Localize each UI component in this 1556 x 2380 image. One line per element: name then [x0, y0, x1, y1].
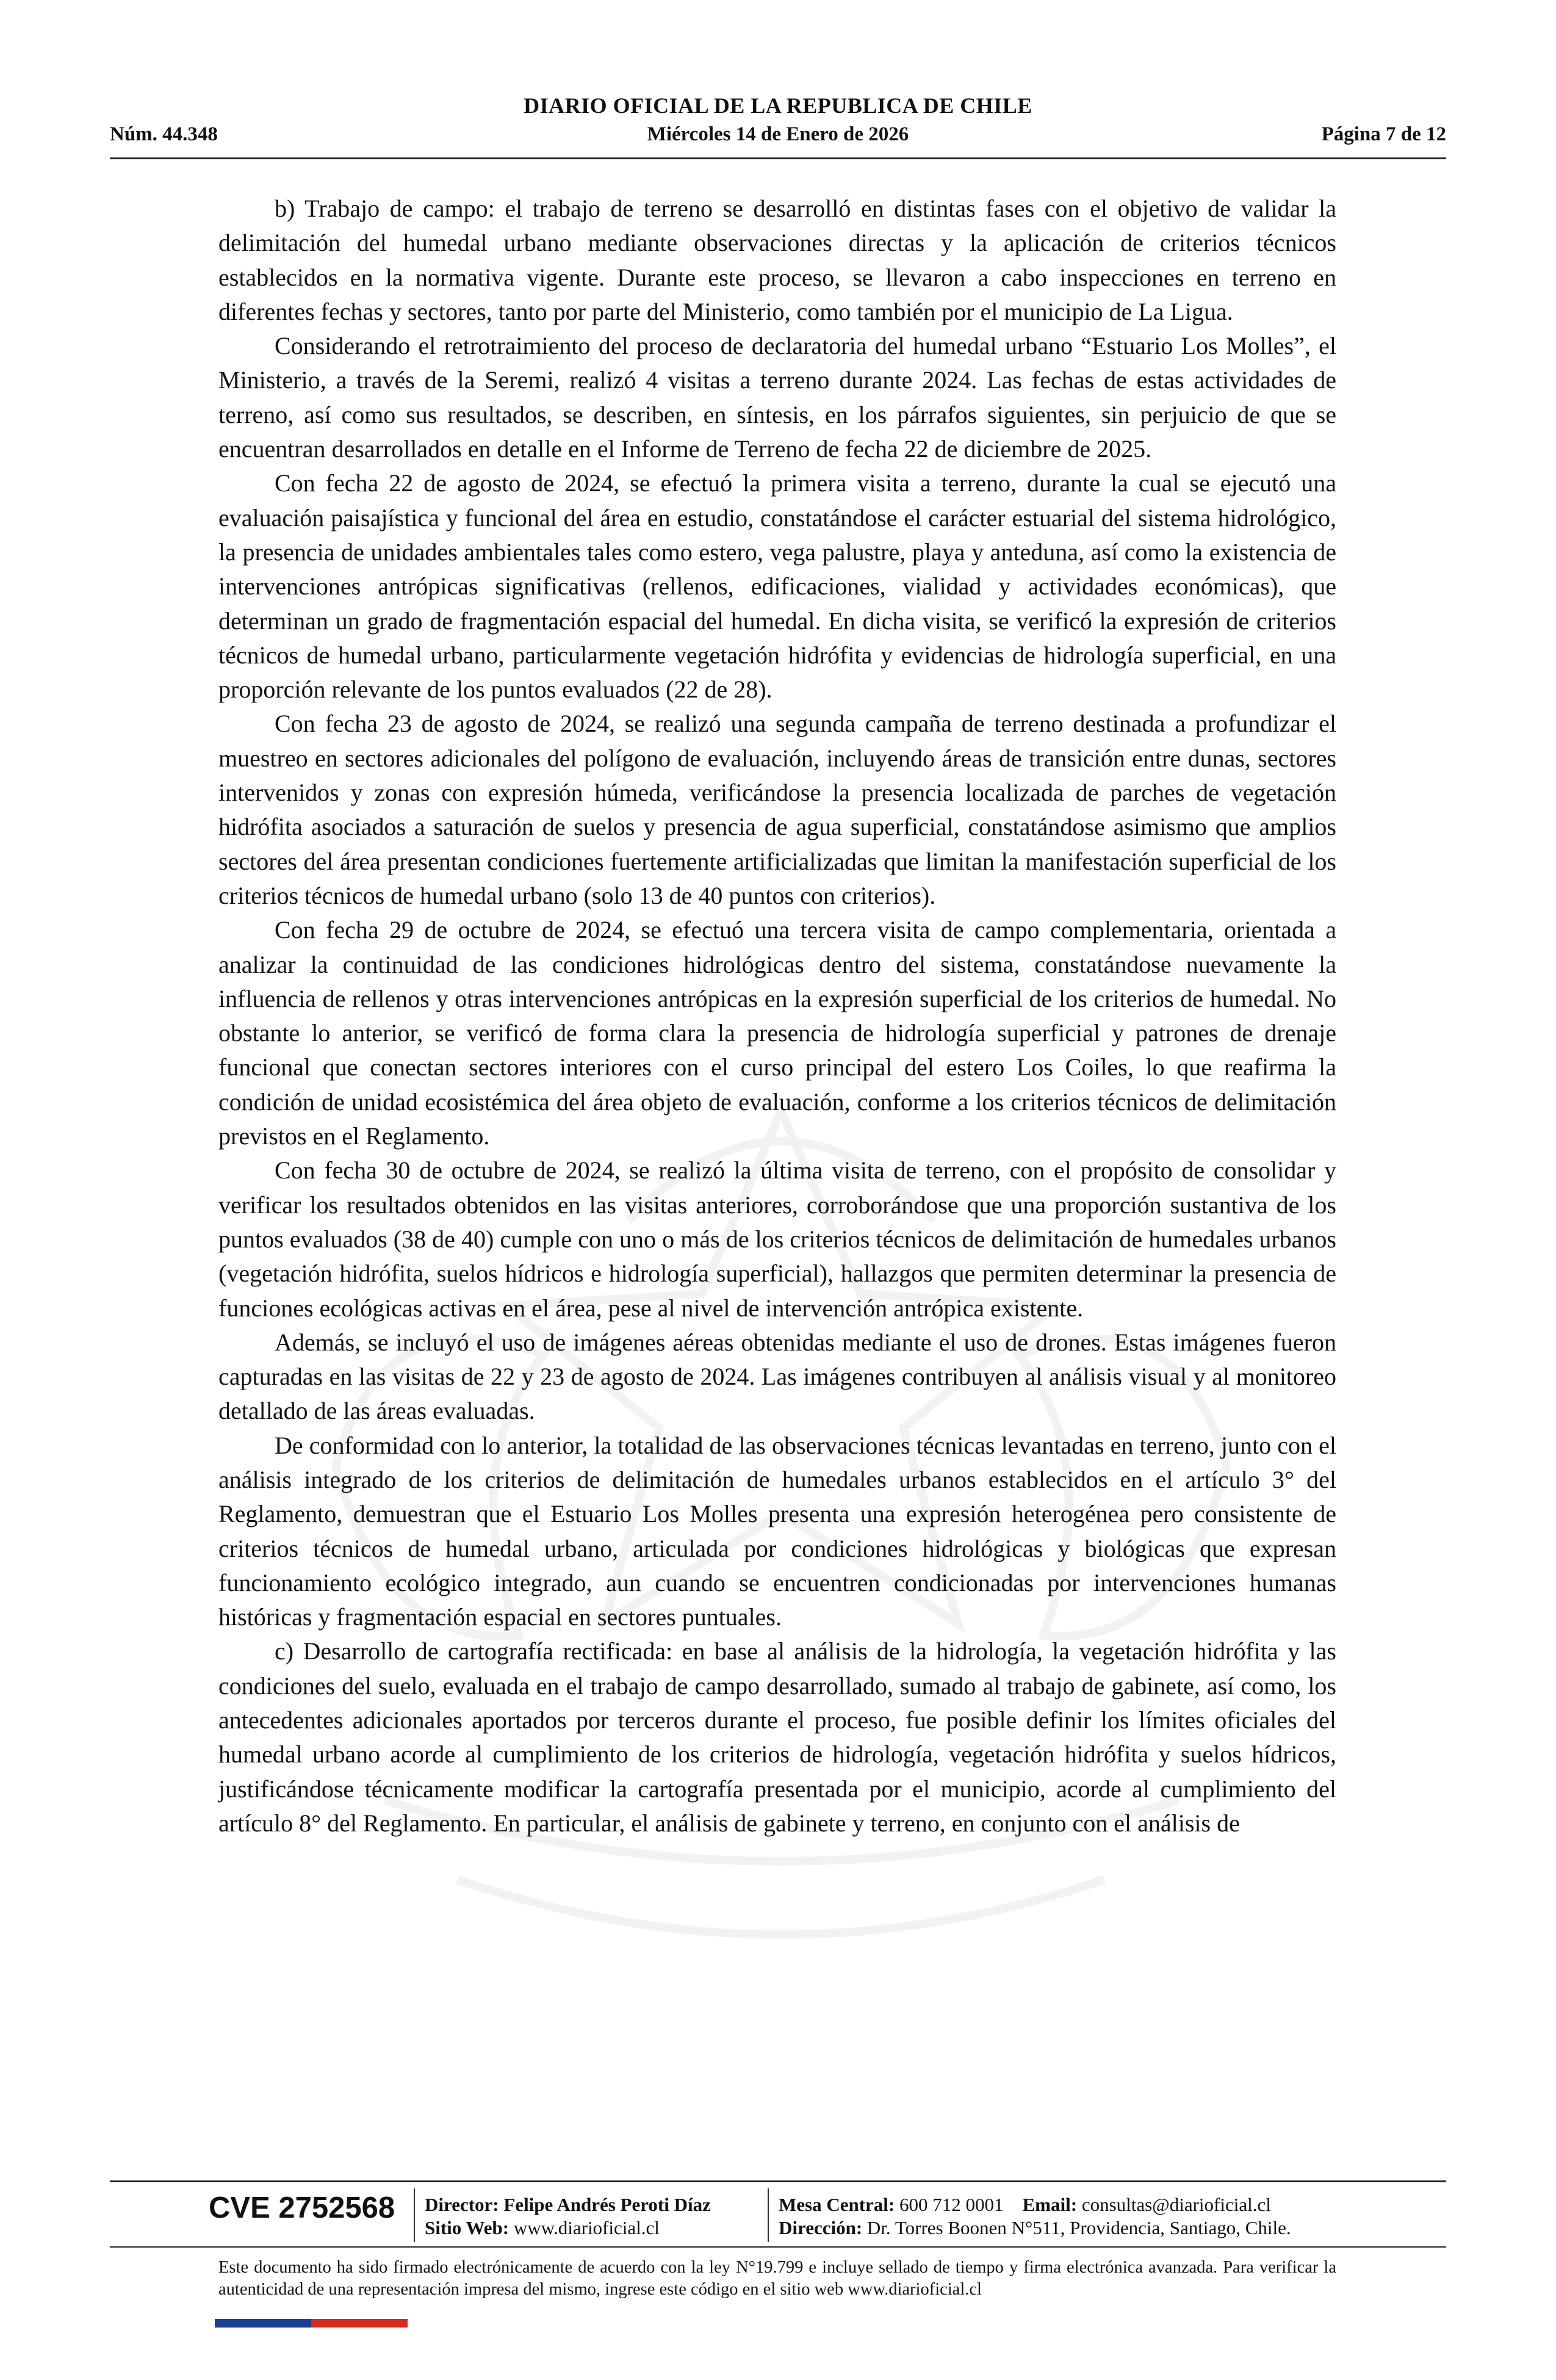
- paragraph: c) Desarrollo de cartografía rectificada: en base al análisis de la hidrología, la vegetación hidrófita y las condiciones del suelo, evaluada en el trabajo de campo desarrollado, sumado al trabajo de gabinete, así como, los antecedentes adicionales aportados por terceros durante el proceso, fue posible definir los límites oficiales del humedal urbano acorde al cumplimiento de los criterios de hidrología, vegetación hidrófita y suelos hídricos, justificándose técnicamente modificar la cartografía presentada por el municipio, acorde al cumplimiento del artículo 8° del Reglamento. En particular, el análisis de gabinete y terreno, en conjunto con el análisis de: [218, 1637, 1336, 1837]
- email-link[interactable]: consultas@diarioficial.cl: [1081, 2194, 1271, 2215]
- address-text: Dr. Torres Boonen N°511, Providencia, Santiago, Chile.: [866, 2217, 1291, 2238]
- email-label: Email:: [1022, 2194, 1078, 2215]
- issue-number: Núm. 44.348: [110, 123, 218, 145]
- director-name: Felipe Andrés Peroti Díaz: [503, 2194, 711, 2215]
- phone-label: Mesa Central:: [779, 2194, 895, 2215]
- publication-title: DIARIO OFICIAL DE LA REPUBLICA DE CHILE: [524, 93, 1032, 118]
- footer-separator: [414, 2188, 415, 2242]
- footer-contact-block: [779, 2193, 1291, 2240]
- flag-stripe-blue: [215, 2319, 311, 2328]
- paragraph: Con fecha 29 de octubre de 2024, se efectuó una tercera visita de campo complementaria, orientada a analizar la continuidad de las condiciones hidrológicas dentro del sistema, constatándose nuevamente la influencia de rellenos y otras intervenciones antrópicas en la expresión superficial de los criterios de humedal. No obstante lo anterior, se verificó de forma clara la presencia de hidrología superficial y patrones de drenaje funcional que conectan sectores interiores con el curso principal del estero Los Coiles, lo que reafirma la condición de unidad ecosistémica del área objeto de evaluación, conforme a los criterios técnicos de delimitación previstos en el Reglamento.: [218, 916, 1336, 1150]
- website-link[interactable]: www.diarioficial.cl: [513, 2217, 660, 2238]
- legal-notice: Este documento ha sido firmado electrónicamente de acuerdo con la ley N°19.799 e incluye sellado de tiempo y firma electrónica avanzada. Para verificar la autenticidad de una representación impresa del mismo, ingrese este código en el sitio web www.diarioficial.cl: [218, 2258, 1336, 2299]
- address-label: Dirección:: [779, 2217, 863, 2238]
- paragraph: Considerando el retrotraimiento del proceso de declaratoria del humedal urbano “Estuario Los Molles”, el Ministerio, a través de la Seremi, realizó 4 visitas a terreno durante 2024. Las fechas de estas actividades de terreno, así como sus resultados, se describen, en síntesis, en los párrafos siguientes, sin perjuicio de que se encuentran desarrollados en detalle en el Informe de Terreno de fecha 22 de diciembre de 2025.: [218, 332, 1336, 463]
- page-indicator: Página 7 de 12: [1321, 123, 1446, 145]
- paragraph: Además, se incluyó el uso de imágenes aéreas obtenidas mediante el uso de drones. Estas imágenes fueron capturadas en las visitas de 22 y 23 de agosto de 2024. Las imágenes contribuyen al análisis visual y al monitoreo detallado de las áreas evaluadas.: [218, 1328, 1336, 1425]
- paragraph: Con fecha 30 de octubre de 2024, se realizó la última visita de terreno, con el propósito de consolidar y verificar los resultados obtenidos en las visitas anteriores, corroborándose que una proporción sustantiva de los puntos evaluados (38 de 40) cumple con uno o más de los criterios técnicos de delimitación de humedales urbanos (vegetación hidrófita, suelos hídricos e hidrología superficial), hallazgos que permiten determinar la presencia de funciones ecológicas activas en el área, pese al nivel de intervención antrópica existente.: [218, 1156, 1336, 1322]
- flag-stripe-red: [311, 2319, 408, 2328]
- footer-director-block: [425, 2193, 711, 2240]
- document-body: [218, 192, 1336, 1841]
- paragraph: Con fecha 23 de agosto de 2024, se realizó una segunda campaña de terreno destinada a profundizar el muestreo en sectores adicionales del polígono de evaluación, incluyendo áreas de transición entre dunas, sectores intervenidos y zonas con expresión húmeda, verificándose la presencia localizada de parches de vegetación hidrófita asociados a saturación de suelos y presencia de agua superficial, constatándose asimismo que amplios sectores del área presentan condiciones fuertemente artificializadas que limitan la manifestación superficial de los criterios técnicos de humedal urbano (solo 13 de 40 puntos con criterios).: [218, 710, 1336, 909]
- chile-flag-stripe: [215, 2319, 408, 2328]
- cve-code: CVE 2752568: [209, 2191, 395, 2224]
- director-label: Director:: [425, 2194, 499, 2215]
- phone-number: 600 712 0001: [899, 2194, 1004, 2215]
- website-label: Sitio Web:: [425, 2217, 510, 2238]
- footer-divider-top: [110, 2180, 1446, 2182]
- paragraph: Con fecha 22 de agosto de 2024, se efectuó la primera visita a terreno, durante la cual se ejecutó una evaluación paisajística y funcional del área en estudio, constatándose el carácter estuarial del sistema hidrológico, la presencia de unidades ambientales tales como estero, vega palustre, playa y anteduna, así como la existencia de intervenciones antrópicas significativas (rellenos, edificaciones, vialidad y actividades económicas), que determinan un grado de fragmentación espacial del humedal. En dicha visita, se verificó la expresión de criterios técnicos de humedal urbano, particularmente vegetación hidrófita y evidencias de hidrología superficial, en una proporción relevante de los puntos evaluados (22 de 28).: [218, 469, 1336, 704]
- issue-date: Miércoles 14 de Enero de 2026: [647, 123, 909, 145]
- paragraph: De conformidad con lo anterior, la totalidad de las observaciones técnicas levantadas en terreno, junto con el análisis integrado de los criterios de delimitación de humedales urbanos establecidos en el artículo 3° del Reglamento, demuestran que el Estuario Los Molles presenta una expresión heterogénea pero consistente de criterios técnicos de humedal urbano, articulada por condiciones hidrológicas y biológicas que expresan funcionamiento ecológico integrado, aun cuando se encuentren condicionadas por intervenciones humanas históricas y fragmentación espacial en sectores puntuales.: [218, 1431, 1336, 1631]
- footer-separator: [768, 2188, 769, 2242]
- paragraph: b) Trabajo de campo: el trabajo de terreno se desarrolló en distintas fases con el objetivo de validar la delimitación del humedal urbano mediante observaciones directas y la aplicación de criterios técnicos establecidos en la normativa vigente. Durante este proceso, se llevaron a cabo inspecciones en terreno en diferentes fechas y sectores, tanto por parte del Ministerio, como también por el municipio de La Ligua.: [218, 195, 1336, 325]
- page-header: [110, 93, 1446, 160]
- header-divider: [110, 157, 1446, 159]
- footer-divider-bottom: [110, 2246, 1446, 2248]
